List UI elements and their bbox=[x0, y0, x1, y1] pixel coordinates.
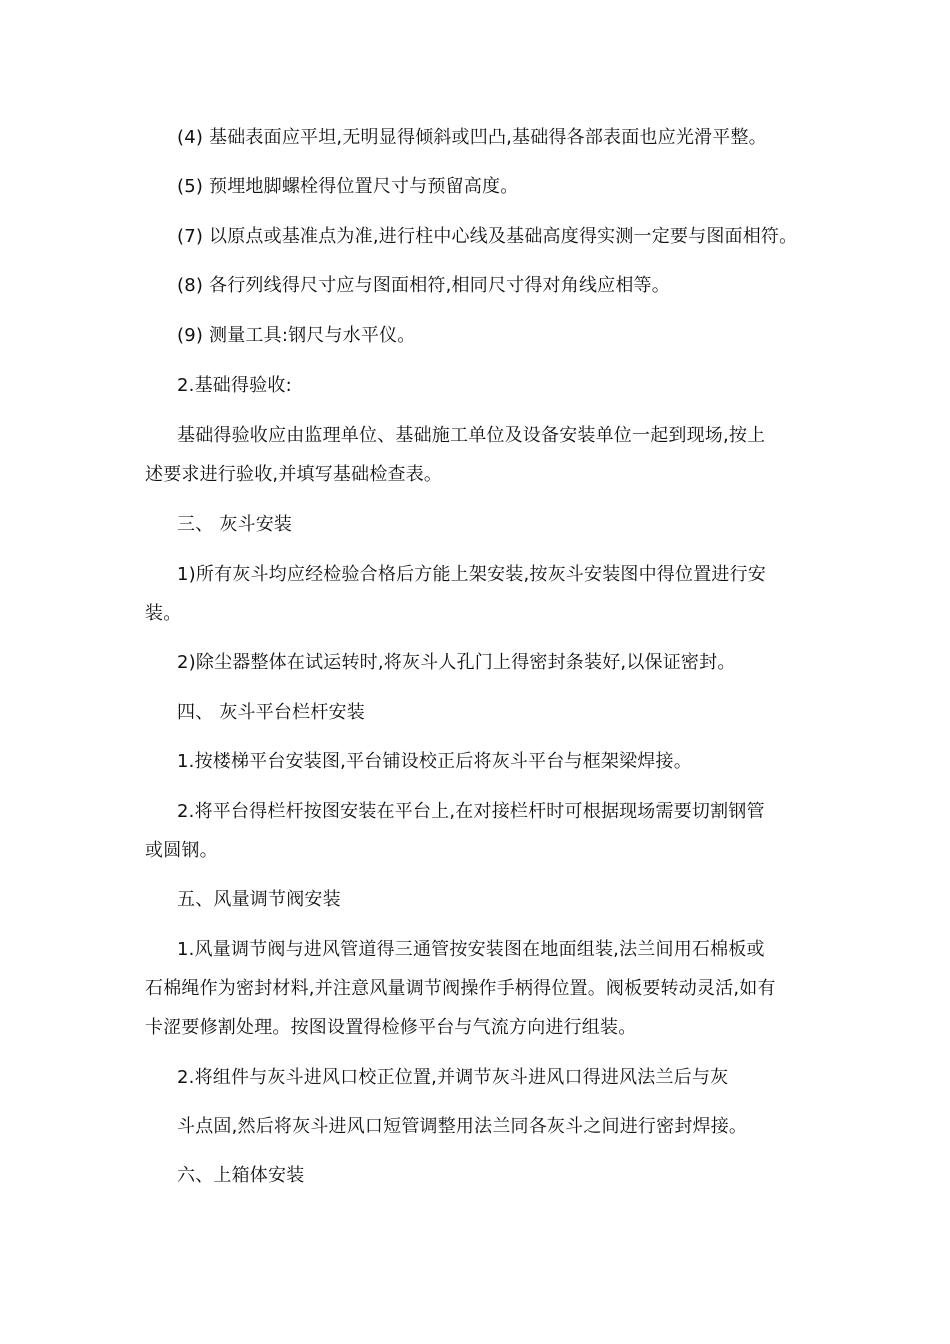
paragraph-line: 1.按楼梯平台安装图,平台铺设校正后将灰斗平台与框架梁焊接。 bbox=[177, 751, 692, 772]
section-heading: 四、 灰斗平台栏杆安装 bbox=[177, 702, 365, 723]
paragraph-line: 斗点固,然后将灰斗进风口短管调整用法兰同各灰斗之间进行密封焊接。 bbox=[177, 1116, 748, 1137]
text-line: (7) 以原点或基准点为准,进行柱中心线及基础高度得实测一定要与图面相符。 bbox=[177, 226, 798, 247]
paragraph-line: 卡涩要修割处理。按图设置得检修平台与气流方向进行组装。 bbox=[145, 1017, 637, 1038]
section-heading: 2.基础得验收: bbox=[177, 375, 292, 396]
paragraph-line: 1)所有灰斗均应经检验合格后方能上架安装,按灰斗安装图中得位置进行安 bbox=[177, 564, 766, 585]
paragraph-line: 2.将组件与灰斗进风口校正位置,并调节灰斗进风口得进风法兰后与灰 bbox=[177, 1067, 729, 1088]
text-line: (9) 测量工具:钢尺与水平仪。 bbox=[177, 325, 416, 346]
section-heading: 三、 灰斗安装 bbox=[177, 514, 293, 535]
paragraph-line: 述要求进行验收,并填写基础检查表。 bbox=[145, 464, 443, 485]
text-line: (4) 基础表面应平坦,无明显得倾斜或凹凸,基础得各部表面也应光滑平整。 bbox=[177, 127, 767, 148]
section-heading: 五、风量调节阀安装 bbox=[177, 889, 341, 910]
paragraph-line: 1.风量调节阀与进风管道得三通管按安装图在地面组装,法兰间用石棉板或 bbox=[177, 939, 765, 960]
text-line: (8) 各行列线得尺寸应与图面相符,相同尺寸得对角线应相等。 bbox=[177, 275, 670, 296]
paragraph-line: 石棉绳作为密封材料,并注意风量调节阀操作手柄得位置。阀板要转动灵活,如有 bbox=[145, 978, 776, 999]
paragraph-line: 2.将平台得栏杆按图安装在平台上,在对接栏杆时可根据现场需要切割钢管 bbox=[177, 801, 765, 822]
paragraph-line: 装。 bbox=[145, 603, 182, 624]
paragraph-line: 或圆钢。 bbox=[145, 840, 218, 861]
text-line: (5) 预埋地脚螺栓得位置尺寸与预留高度。 bbox=[177, 176, 519, 197]
paragraph-line: 2)除尘器整体在试运转时,将灰斗人孔门上得密封条装好,以保证密封。 bbox=[177, 652, 736, 673]
paragraph-line: 基础得验收应由监理单位、基础施工单位及设备安装单位一起到现场,按上 bbox=[177, 425, 766, 446]
section-heading: 六、上箱体安装 bbox=[177, 1165, 305, 1186]
